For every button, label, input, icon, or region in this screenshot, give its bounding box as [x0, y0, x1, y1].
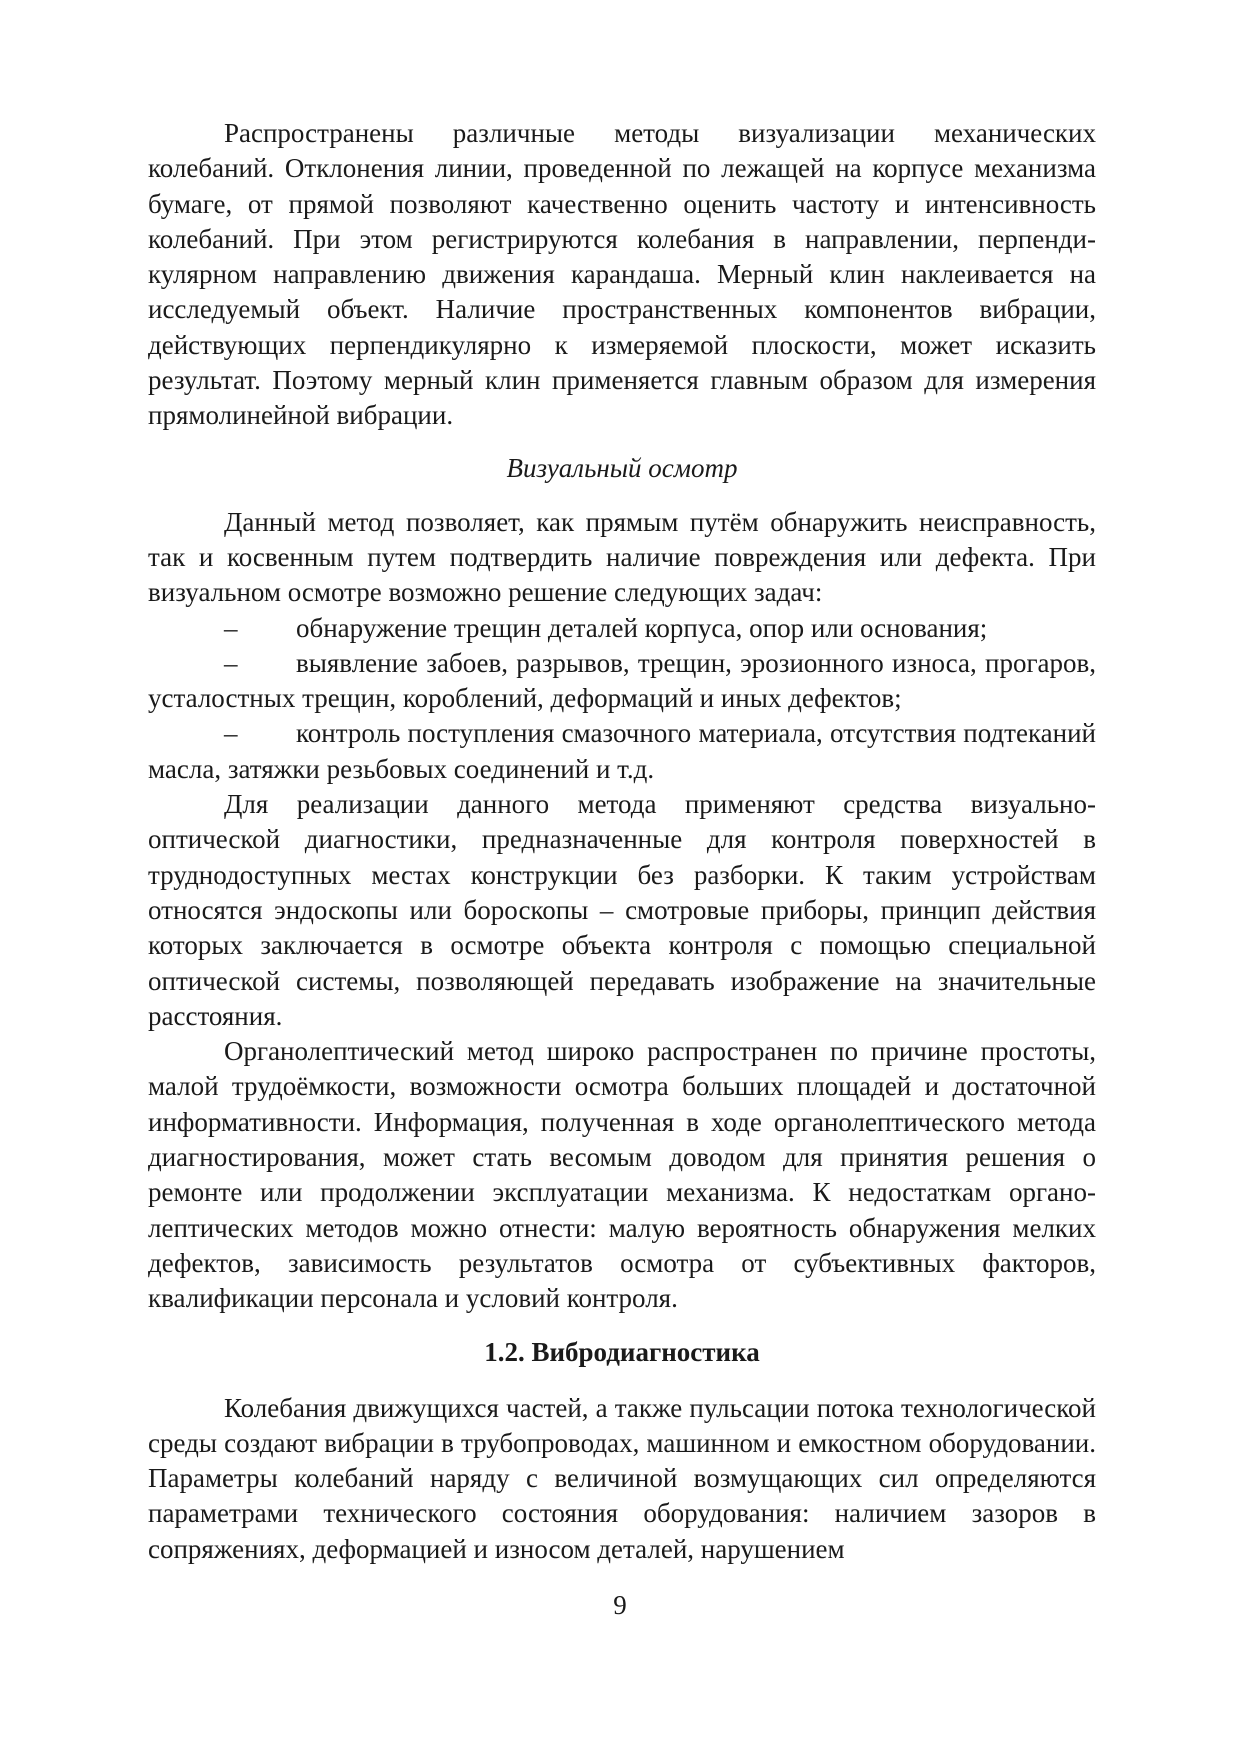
- list-dash: –: [224, 612, 238, 643]
- list-dash: –: [224, 647, 238, 678]
- list-item-text: контроль поступления смазочного материала, отсутствия подтеканий масла, затяжки резьбовых соединений и т.д.: [148, 718, 1096, 784]
- list-dash: –: [224, 718, 238, 749]
- list-item: [148, 611, 1096, 646]
- paragraph-visual-optical-diagnostics: Для реализации данного метода применяют средства визуально-оптической диагностики, предназначенные для контроля поверхностей в труднодоступных местах конструкции без разборки. К таким устройствам относятся эндоскопы или бороскопы – смотровые приборы, принцип действия которых заключается в осмотре объекта контроля с помощью специальной оптической системы, позволяющей передавать изображение на значительные расстояния.: [148, 789, 1096, 1031]
- list-item-text: обнаружение трещин деталей корпуса, опор или основания;: [296, 612, 988, 643]
- page-number: 9: [613, 1590, 627, 1620]
- page-body: [148, 116, 1096, 1567]
- section-heading-vibrodiagnostics: 1.2. Вибродиагностика: [484, 1336, 760, 1367]
- paragraph-vibration-sources: Колебания движущихся частей, а также пульсации потока технологической среды создают вибрации в трубопроводах, машинном и емкостном оборудовании. Параметры колебаний наряду с величиной возмущающих сил определяются параметрами технического состояния оборудования: наличием зазоров в сопряжениях, деформацией и износом деталей, нарушением: [148, 1392, 1096, 1564]
- paragraph-visualization-methods: Распространены различные методы визуализации механических колебаний. Отклонения линии, проведенной по лежащей на корпусе механизма бумаге, от прямой позволяют качественно оценить частоту и интенсивность колебаний. При этом регистрируются колебания в направлении, перпендикулярном направлению движения карандаша. Мерный клин наклеивается на исследуемый объект. Наличие пространственных компонентов вибрации, действующих перпендикулярно к измеряемой плоскости, может исказить результат. Поэтому мерный клин применяется главным образом для измерения прямолинейной вибрации.: [148, 118, 1096, 431]
- list-item-text: выявление забоев, разрывов, трещин, эрозионного износа, прогаров, усталостных трещин, короблений, деформаций и иных дефектов;: [148, 647, 1096, 714]
- paragraph-organoleptic-method: Органолептический метод широко распространен по причине простоты, малой трудоёмкости, возможности осмотра больших площадей и достаточной информативности. Информация, полученная в ходе органолептического метода диагностирования, может стать весомым доводом для принятия решения о ремонте или продолжении эксплуатации механизма. К недостаткам органолептических методов можно отнести: малую вероятность обнаружения мелких дефектов, зависимость результатов осмотра от субъективных факторов, квалификации персонала и условий контроля.: [148, 1036, 1096, 1314]
- subheading-visual-inspection: Визуальный осмотр: [506, 452, 738, 483]
- paragraph-visual-inspection-intro: Данный метод позволяет, как прямым путём обнаружить неисправность, так и косвенным путем подтвердить наличие повреждения или дефекта. При визуальном осмотре возможно решение следующих задач:: [148, 506, 1096, 608]
- list-item: [148, 716, 1096, 787]
- list-item: [148, 646, 1096, 717]
